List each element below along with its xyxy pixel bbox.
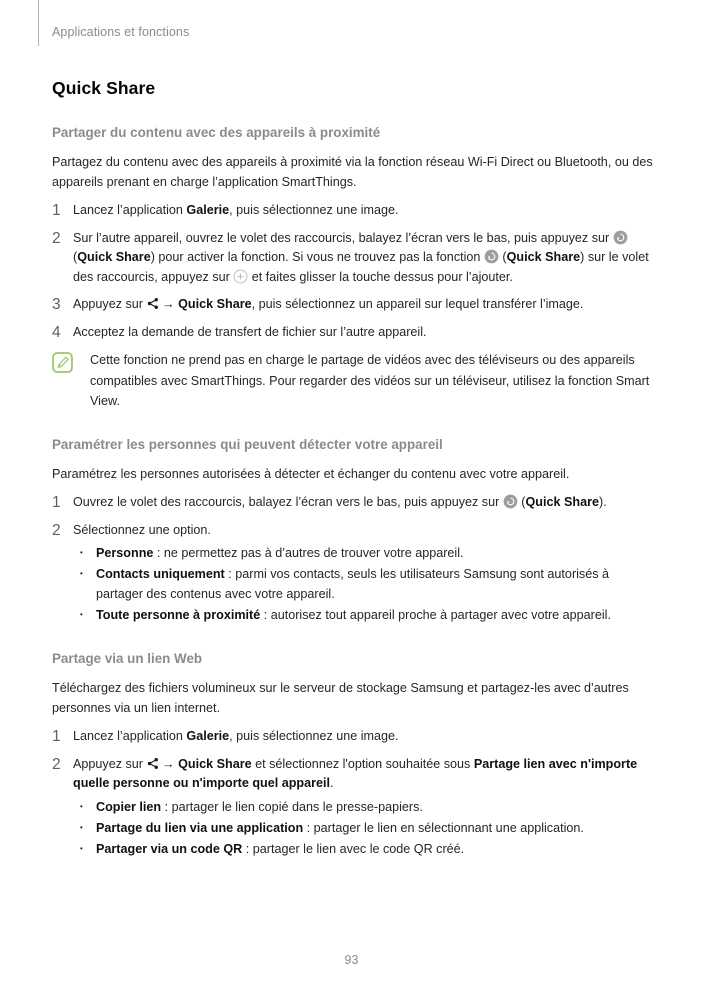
- step-3: [52, 295, 659, 315]
- bold-segment: Partager via un code QR: [96, 841, 243, 856]
- bullet-dot: •: [80, 843, 83, 853]
- text-segment: ) sur le volet des raccourcis, appuyez sur: [73, 250, 649, 284]
- bullet-dot: •: [80, 569, 83, 578]
- text-segment: Sélectionnez une option.: [73, 522, 211, 537]
- step-number: 2: [52, 229, 61, 247]
- list-item: [73, 564, 659, 604]
- list-item: [73, 839, 659, 859]
- text-segment: (: [517, 495, 526, 509]
- bullet-dot: •: [80, 801, 83, 811]
- section-intro: Téléchargez des fichiers volumineux sur le serveur de stockage Samsung et partagez-les avec d’autres personnes via un lien internet.: [52, 681, 629, 715]
- breadcrumb: Applications et fonctions: [52, 25, 190, 39]
- step-4: [52, 323, 659, 343]
- text-segment: : ne permettez pas à d’autres de trouver votre appareil.: [153, 546, 464, 560]
- step-number: 2: [52, 521, 61, 539]
- quick-share-icon: [613, 230, 628, 245]
- bold-segment: Contacts uniquement: [96, 567, 225, 581]
- bold-segment: Galerie: [186, 203, 230, 217]
- bold-segment: Quick Share: [525, 495, 599, 509]
- text-segment: Ouvrez le volet des raccourcis, balayez l’écran vers le bas, puis appuyez sur: [73, 495, 503, 509]
- bold-segment: Copier lien: [96, 799, 162, 814]
- text-segment: : autorisez tout appareil proche à partager avec votre appareil.: [260, 608, 611, 622]
- text-segment: ) pour activer la fonction. Si vous ne trouvez pas la fonction: [150, 250, 484, 264]
- step-2: [52, 755, 659, 860]
- option-list: [73, 797, 659, 859]
- page-title: Quick Share: [52, 78, 156, 98]
- bold-segment: Quick Share: [77, 250, 151, 264]
- step-number: 1: [52, 494, 61, 511]
- bold-segment: Toute personne à proximité: [96, 608, 261, 622]
- section-heading-share-nearby: Partager du contenu avec des appareils à proximité: [52, 125, 381, 140]
- bullet-dot: •: [80, 548, 83, 557]
- list-item-text: [96, 564, 659, 604]
- step-text: [73, 755, 659, 860]
- text-segment: ).: [599, 495, 607, 509]
- step-text: [73, 229, 659, 288]
- text-segment: , puis sélectionnez une image.: [229, 729, 399, 743]
- step-text: [73, 295, 659, 315]
- text-segment: : partager le lien avec le code QR créé.: [242, 841, 465, 856]
- header-rule: [38, 0, 39, 46]
- quick-share-icon: [484, 249, 499, 264]
- bold-segment: Partage du lien via une application: [96, 820, 304, 835]
- list-item-text: [96, 605, 659, 625]
- list-item-text: [96, 818, 659, 838]
- text-segment: Lancez l’application: [73, 729, 187, 743]
- step-text: [73, 323, 659, 343]
- step-1: [52, 493, 659, 513]
- page-number: 93: [344, 953, 359, 967]
- step-text: [73, 493, 659, 513]
- bold-segment: Personne: [96, 546, 154, 560]
- note-box: [52, 350, 659, 412]
- bullet-dot: •: [80, 610, 83, 619]
- step-number: 1: [52, 202, 61, 219]
- add-circle-icon: [233, 269, 248, 284]
- note-pencil-icon: [52, 350, 90, 412]
- step-1: [52, 727, 659, 747]
- list-item: [73, 818, 659, 838]
- step-text: [73, 727, 659, 747]
- bold-segment: Quick Share: [178, 297, 252, 311]
- share-icon: [147, 757, 159, 770]
- step-number: 3: [52, 296, 61, 313]
- text-segment: →: [158, 297, 179, 311]
- page-content: [52, 0, 659, 860]
- section-heading-who-can-detect: Paramétrer les personnes qui peuvent détecter votre appareil: [52, 436, 443, 452]
- section-heading-web-link: Partage via un lien Web: [52, 651, 203, 666]
- bold-segment: Partage lien avec n'importe quelle personne ou n'importe quel appareil: [73, 756, 638, 790]
- list-item: [73, 605, 659, 625]
- list-item: [73, 543, 659, 563]
- text-segment: .: [330, 776, 334, 790]
- option-list: [73, 543, 659, 625]
- step-number: 2: [52, 755, 61, 773]
- list-item-text: [96, 797, 659, 817]
- text-segment: , puis sélectionnez un appareil sur lequel transférer l’image.: [251, 297, 584, 311]
- text-segment: (: [73, 250, 78, 264]
- bold-segment: Quick Share: [178, 756, 252, 771]
- text-segment: →: [158, 756, 179, 771]
- section-intro: Partagez du contenu avec des appareils à proximité via la fonction réseau Wi-Fi Direct ou Bluetooth, ou des appareils prenant en charge l’application SmartThings.: [52, 155, 653, 189]
- step-2: [52, 229, 659, 288]
- list-item: [73, 797, 659, 817]
- text-segment: Lancez l’application: [73, 203, 187, 217]
- text-segment: (: [498, 250, 507, 264]
- text-segment: Appuyez sur: [73, 756, 147, 771]
- list-item-text: [96, 839, 659, 859]
- section-intro: Paramétrez les personnes autorisées à détecter et échanger du contenu avec votre appareil.: [52, 466, 570, 481]
- text-segment: Acceptez la demande de transfert de fichier sur l’autre appareil.: [73, 324, 427, 339]
- step-1: [52, 201, 659, 221]
- text-segment: , puis sélectionnez une image.: [229, 203, 399, 217]
- text-segment: et sélectionnez l'option souhaitée sous: [251, 756, 474, 771]
- bold-segment: Galerie: [186, 729, 230, 743]
- step-text: [73, 521, 659, 627]
- text-segment: et faites glisser la touche dessus pour l’ajouter.: [248, 269, 513, 284]
- text-segment: Appuyez sur: [73, 297, 147, 311]
- text-segment: : partager le lien copié dans le presse-papiers.: [161, 799, 423, 814]
- bullet-dot: •: [80, 822, 83, 832]
- step-number: 4: [52, 323, 61, 341]
- step-text: [73, 201, 659, 221]
- bold-segment: Quick Share: [506, 250, 581, 264]
- text-segment: : parmi vos contacts, seuls les utilisateurs Samsung sont autorisés à partager des contenus avec votre appareil.: [96, 567, 610, 601]
- share-icon: [147, 297, 159, 310]
- text-segment: : partager le lien en sélectionnant une application.: [303, 820, 584, 835]
- note-text: Cette fonction ne prend pas en charge le partage de vidéos avec des téléviseurs ou des appareils compatibles avec SmartThings. Pour regarder des vidéos sur un téléviseur, utilisez la fonction Smart View.: [90, 353, 650, 408]
- list-item-text: [96, 543, 659, 563]
- text-segment: Sur l’autre appareil, ouvrez le volet des raccourcis, balayez l’écran vers le bas, puis appuyez sur: [73, 230, 613, 245]
- quick-share-icon: [503, 494, 518, 509]
- step-number: 1: [52, 728, 61, 745]
- step-2: [52, 521, 659, 627]
